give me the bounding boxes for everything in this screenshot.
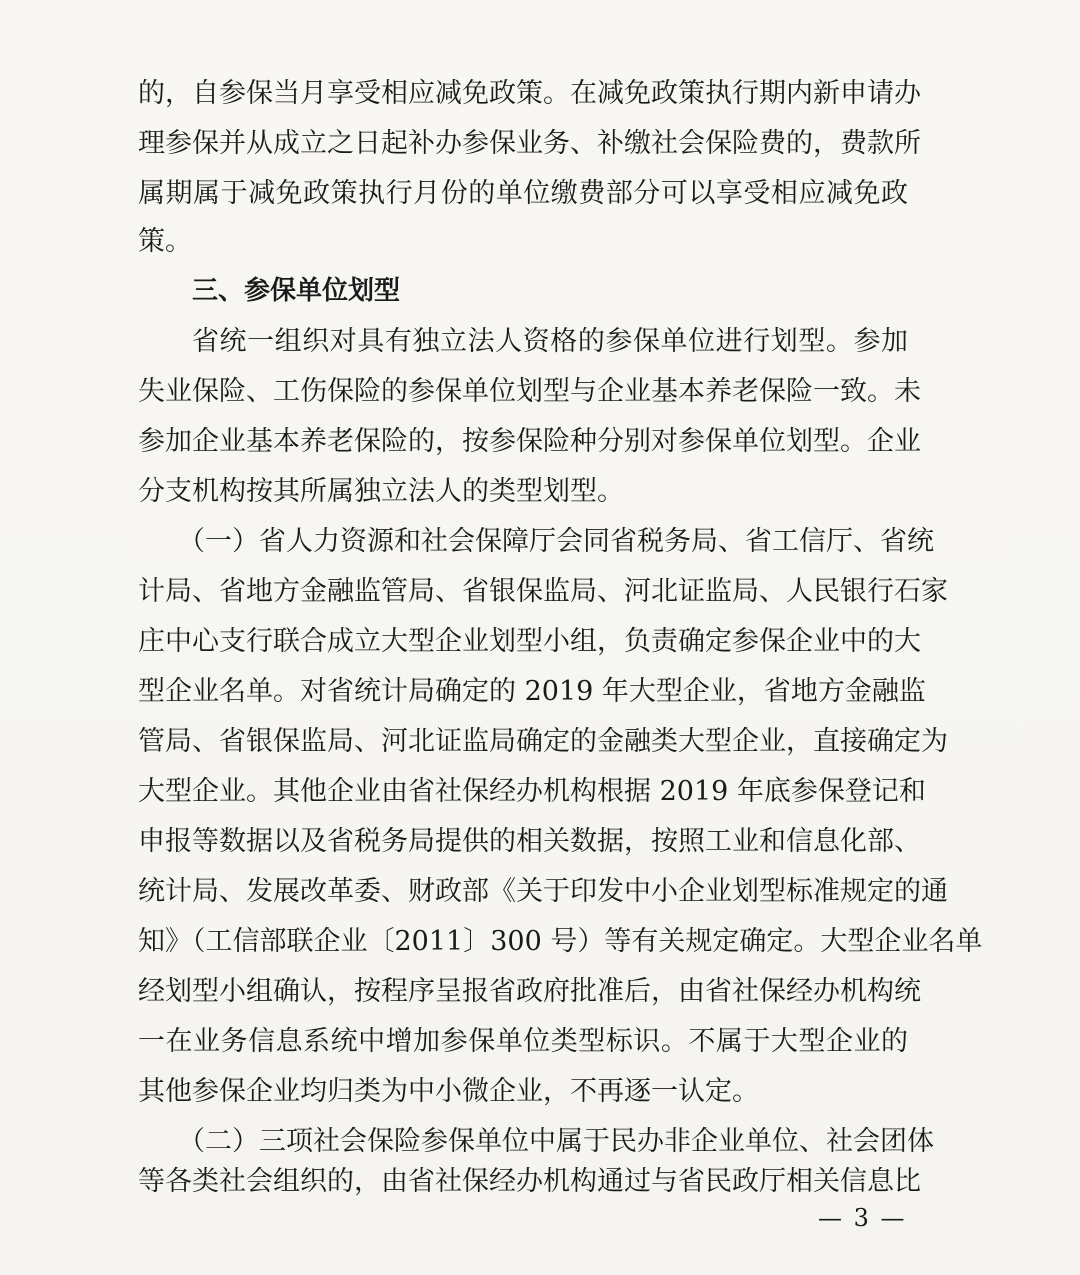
paragraph-line: 省统一组织对具有独立法人资格的参保单位进行划型。参加: [192, 326, 908, 357]
paragraph-line: 管局、省银保监局、河北证监局确定的金融类大型企业，直接确定为: [138, 726, 948, 757]
paragraph-line: 一在业务信息系统中增加参保单位类型标识。不属于大型企业的: [138, 1026, 908, 1057]
paragraph-line: 庄中心支行联合成立大型企业划型小组，负责确定参保企业中的大: [138, 626, 921, 657]
paragraph-line: 分支机构按其所属独立法人的类型划型。: [138, 476, 624, 507]
paragraph-line: 经划型小组确认，按程序呈报省政府批准后，由省社保经办机构统: [138, 976, 921, 1007]
paragraph-line: 其他参保企业均归类为中小微企业，不再逐一认定。: [138, 1076, 759, 1107]
paragraph-line: 失业保险、工伤保险的参保单位划型与企业基本养老保险一致。未: [138, 376, 921, 407]
paragraph-line: 大型企业。其他企业由省社保经办机构根据 2019 年底参保登记和: [138, 776, 926, 807]
paragraph-line: 等各类社会组织的，由省社保经办机构通过与省民政厅相关信息比: [138, 1166, 921, 1197]
paragraph-line: 理参保并从成立之日起补办参保业务、补缴社会保险费的，费款所: [138, 128, 921, 159]
paragraph-line: 计局、省地方金融监管局、省银保监局、河北证监局、人民银行石家: [138, 576, 948, 607]
paragraph-line: 参加企业基本养老保险的，按参保险种分别对参保单位划型。企业: [138, 426, 921, 457]
paragraph-line: 型企业名单。对省统计局确定的 2019 年大型企业，省地方金融监: [138, 676, 926, 707]
paragraph-line: 申报等数据以及省税务局提供的相关数据，按照工业和信息化部、: [138, 826, 921, 857]
paragraph-line: 的，自参保当月享受相应减免政策。在减免政策执行期内新申请办: [138, 78, 921, 109]
paragraph-line: 统计局、发展改革委、财政部《关于印发中小企业划型标准规定的通: [138, 876, 948, 907]
paragraph-line: 属期属于减免政策执行月份的单位缴费部分可以享受相应减免政: [138, 178, 908, 209]
section-heading: 三、参保单位划型: [192, 276, 401, 306]
page-number: — 3 —: [818, 1204, 907, 1232]
paragraph-line: 策。: [138, 226, 192, 257]
paragraph-line: 知》（工信部联企业〔2011〕300 号）等有关规定确定。大型企业名单: [138, 926, 983, 957]
paragraph-line: （一）省人力资源和社会保障厅会同省税务局、省工信厅、省统: [178, 526, 934, 557]
paragraph-line: （二）三项社会保险参保单位中属于民办非企业单位、社会团体: [178, 1126, 934, 1157]
